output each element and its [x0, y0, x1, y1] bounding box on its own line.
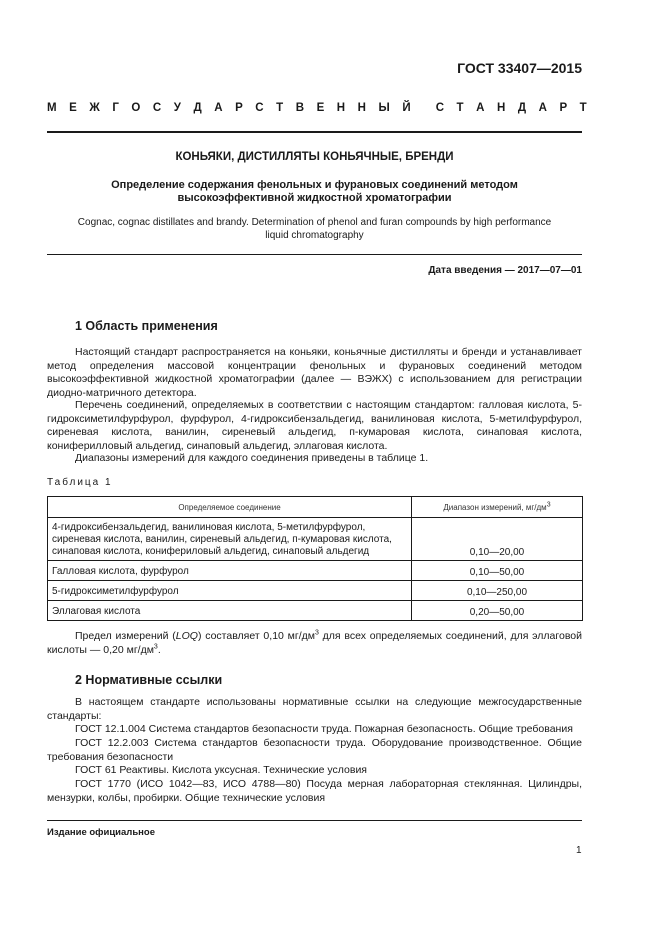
heading-letter: Ы [378, 102, 390, 114]
heading-letter: Р [235, 102, 243, 114]
reference-item: ГОСТ 12.1.004 Система стандартов безопасности труда. Пожарная безопасность. Общие требования [75, 723, 573, 735]
table-cell-compound: 4-гидроксибензальдегид, ванилиновая кислота, 5-метилфурфурол, сиреневая кислота, ванилин, сиреневый альдегид, п-кумаровая кислота, синаповая кислота, конифериловый альдегид, синаповый альдегид [48, 518, 412, 561]
reference-item: ГОСТ 61 Реактивы. Кислота уксусная. Технические условия [75, 764, 367, 776]
heading-letter: О [131, 102, 141, 114]
header-range-sup: 3 [546, 500, 551, 508]
english-title-line: Cognac, cognac distillates and brandy. Determination of phenol and furan compounds by high performance [77, 217, 552, 228]
top-rule [47, 131, 582, 133]
heading-letter: Н [496, 102, 506, 114]
heading-letter: А [476, 102, 485, 114]
loq-sup: 3 [314, 629, 319, 637]
heading-letter: А [538, 102, 547, 114]
section-1-paragraph-2: Перечень соединений, определяемых в соответствии с настоящим стандартом: галловая кислота, 5-гидроксиметилфурфурол, фурфурол, 4-гидроксибензальдегид, ванилиновая кислота, 5-метилфурфурол, сиреневая кислота, ванилин, сиреневый альдегид, п-кумаровая кислота, синаповая кислота, кониферилловый альдегид, синаповый альдегид, эллаговая кислота. [47, 399, 582, 452]
loq-text: для всех определяемых соединений, для эллаговой кислоты — 0,20 мг/дм [47, 630, 582, 656]
loq-text: . [157, 643, 161, 656]
table-row [48, 581, 583, 601]
loq-text: Предел измерений ( [75, 630, 176, 642]
section-1-title: 1 Область применения [75, 319, 218, 333]
heading-letter: Т [276, 102, 284, 114]
table-caption: Таблица 1 [47, 477, 113, 488]
measurement-ranges-table [47, 496, 583, 621]
heading-letter: Н [336, 102, 346, 114]
table-cell-range: 0,10—20,00 [412, 518, 583, 561]
header-range-text: Диапазон измерений, мг/дм [443, 502, 547, 512]
header-range [412, 497, 583, 518]
document-number: ГОСТ 33407—2015 [457, 60, 582, 76]
heading-letter: Е [69, 102, 77, 114]
heading-letter: Т [456, 102, 464, 114]
heading-letter: С [435, 102, 444, 114]
heading-letter: Н [357, 102, 366, 114]
english-title [47, 216, 582, 242]
subtitle-line: высокоэффективной жидкостной хроматографии [177, 192, 452, 204]
heading-letter: Р [559, 102, 568, 114]
document-title: КОНЬЯКИ, ДИСТИЛЛЯТЫ КОНЬЯЧНЫЕ, БРЕНДИ [175, 151, 454, 163]
document-subtitle [47, 179, 582, 205]
heading-letter: М [47, 102, 57, 114]
heading-letter: В [295, 102, 305, 114]
loq-paragraph [47, 630, 582, 657]
reference-item: ГОСТ 1770 (ИСО 1042—83, ИСО 4788—80) Посуда мерная лабораторная стеклянная. Цилиндры, мензурки, колбы, пробирки. Общие технические условия [47, 778, 582, 804]
section-2-title: 2 Нормативные ссылки [75, 673, 223, 687]
header-compound: Определяемое соединение [48, 497, 412, 518]
heading-letter: Й [402, 102, 411, 114]
table-row [48, 601, 583, 621]
heading-letter: С [152, 102, 162, 114]
heading-letter: Д [517, 102, 527, 114]
table-header-row [48, 497, 583, 518]
subtitle-line: Определение содержания фенольных и фурановых соединений методом [111, 179, 518, 191]
section-2-paragraph-1: В настоящем стандарте использованы нормативные ссылки на следующие межгосударственные стандарты: [47, 696, 582, 722]
section-1-paragraph-1: Настоящий стандарт распространяется на коньяки, коньячные дистилляты и бренди и устанавливает метод определения массовой концентрации фенольных и фурановых соединений методом высокоэффективной жидкостной хроматографии (далее — ВЭЖХ) с использованием для регистрации диодно-матричного детектора. [47, 346, 582, 399]
intro-date: Дата введения — 2017—07—01 [428, 265, 582, 276]
english-title-line: liquid chromatography [265, 230, 364, 241]
loq-abbr: LOQ [175, 630, 198, 642]
table-cell-compound: Галловая кислота, фурфурол [48, 561, 412, 581]
heading-letter: Е [316, 102, 325, 114]
heading-letter: Т [579, 102, 587, 114]
interstate-standard-heading [47, 102, 587, 114]
page-number: 1 [576, 845, 582, 856]
heading-letter: Д [193, 102, 202, 114]
heading-letter: Г [112, 102, 119, 114]
heading-letter: У [173, 102, 181, 114]
section-1-paragraph-3: Диапазоны измерений для каждого соединения приведены в таблице 1. [75, 452, 429, 464]
table-cell-compound: Эллаговая кислота [48, 601, 412, 621]
heading-letter: А [214, 102, 223, 114]
heading-letter: Ж [89, 102, 100, 114]
edition-note: Издание официальное [47, 827, 155, 838]
footer-rule [47, 820, 582, 821]
table-cell-range: 0,20—50,00 [412, 601, 583, 621]
table-row [48, 518, 583, 561]
reference-item: ГОСТ 12.2.003 Система стандартов безопасности труда. Оборудование производственное. Общие требования безопасности [47, 737, 582, 763]
table-cell-range: 0,10—250,00 [412, 581, 583, 601]
loq-sup: 3 [153, 643, 158, 651]
title-rule [47, 254, 582, 255]
table-row [48, 561, 583, 581]
heading-letter: С [255, 102, 264, 114]
table-cell-compound: 5-гидроксиметилфурфурол [48, 581, 412, 601]
table-cell-range: 0,10—50,00 [412, 561, 583, 581]
loq-text: ) составляет 0,10 мг/дм [197, 630, 315, 642]
